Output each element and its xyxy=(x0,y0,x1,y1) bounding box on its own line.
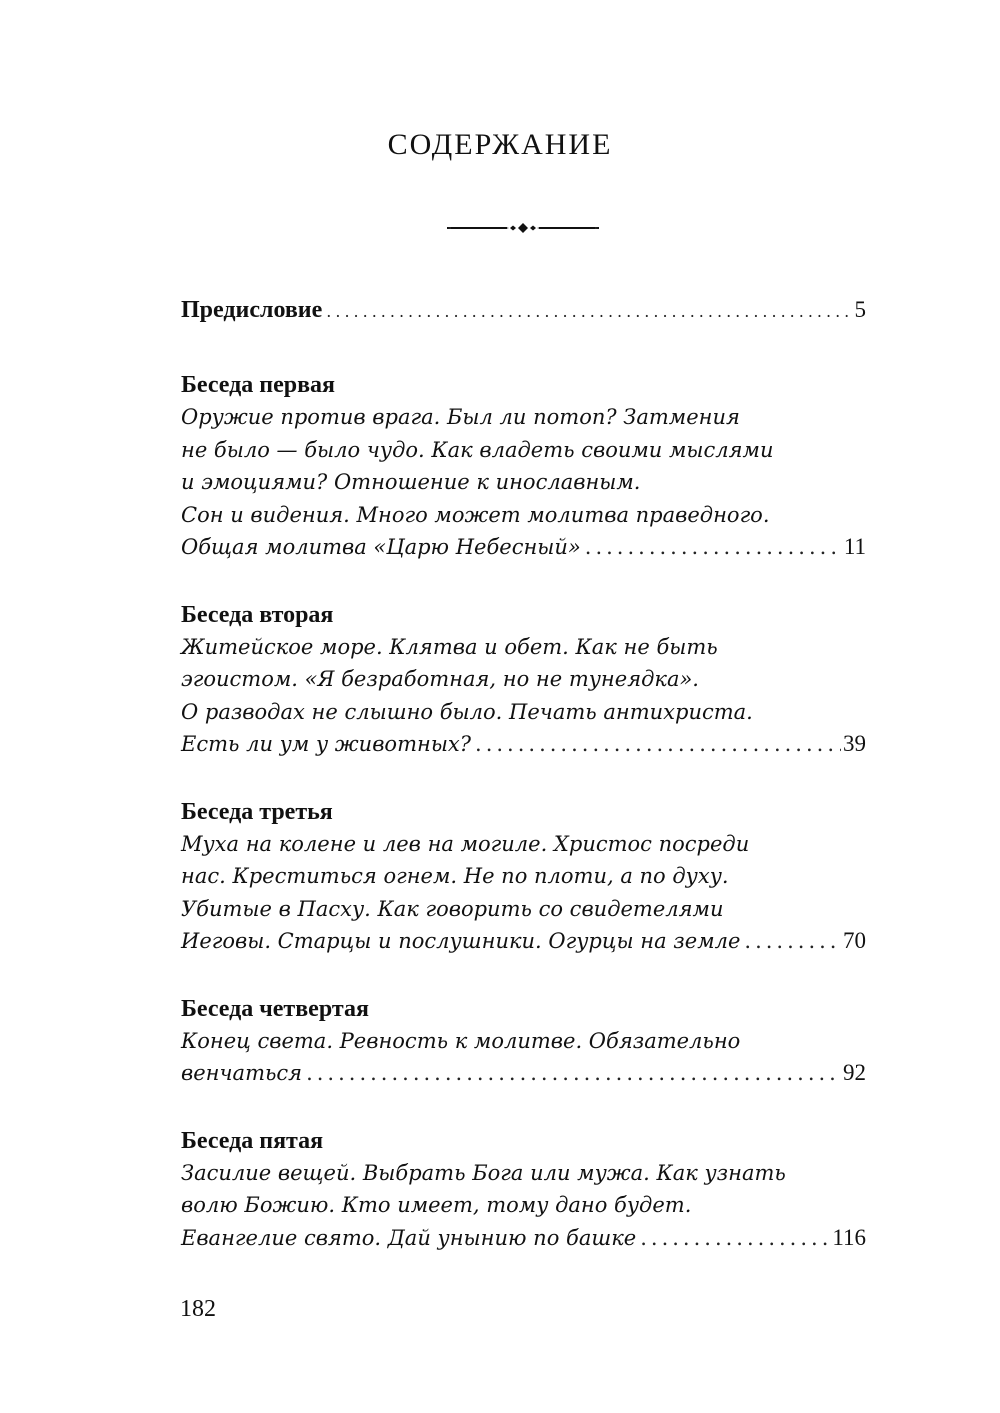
section-title: Беседа первая xyxy=(181,372,336,398)
toc-entry-section-3[interactable] xyxy=(181,796,866,958)
section-line: и эмоциями? Отношение к инославным. xyxy=(181,470,641,494)
toc-page-number: 5 xyxy=(854,297,866,322)
section-line: Житейское море. Клятва и обет. Как не быть xyxy=(181,634,718,659)
section-title: Беседа вторая xyxy=(181,601,334,628)
section-line: не было — было чудо. Как владеть своими мыслями xyxy=(181,437,774,462)
toc-entry-section-5[interactable] xyxy=(181,1125,866,1255)
section-title: Беседа пятая xyxy=(181,1127,324,1154)
section-line: Засилие вещей. Выбрать Бога или мужа. Как узнать xyxy=(181,1160,786,1185)
toc-page-number: 70 xyxy=(843,928,866,953)
section-line: Иеговы. Старцы и послушники. Огурцы на земле xyxy=(181,929,741,953)
section-line: Конец света. Ревность к молитве. Обязательно xyxy=(181,1028,741,1053)
toc-page-number: 92 xyxy=(843,1060,866,1085)
toc-row xyxy=(181,297,866,324)
section-line: венчаться xyxy=(181,1061,303,1085)
table-of-contents xyxy=(181,297,866,1289)
toc-page-number: 39 xyxy=(843,731,866,756)
section-line: О разводах не слышно было. Печать антихриста. xyxy=(181,699,753,724)
toc-entry-section-4[interactable] xyxy=(181,993,866,1090)
dot-leader xyxy=(585,531,842,564)
toc-page-number: 116 xyxy=(832,1224,866,1250)
section-line: Оружие против врага. Был ли потоп? Затмения xyxy=(181,405,740,429)
toc-row xyxy=(181,1222,866,1255)
toc-row xyxy=(181,1057,866,1090)
toc-entry-label: Предисловие xyxy=(181,297,323,323)
section-line: нас. Креститься огнем. Не по плоти, а по духу. xyxy=(181,864,729,888)
section-line: Муха на колене и лев на могиле. Христос посреди xyxy=(181,831,750,856)
section-line: эгоистом. «Я безработная, но не тунеядка». xyxy=(181,667,699,691)
ornament-divider-icon xyxy=(447,220,599,236)
toc-row xyxy=(181,531,866,564)
toc-entry-section-1[interactable] xyxy=(181,369,866,564)
section-line: Сон и видения. Много может молитва праведного. xyxy=(181,502,770,527)
toc-page-number: 11 xyxy=(843,534,866,559)
section-line: Общая молитва «Царю Небесный» xyxy=(181,535,581,559)
dot-leader xyxy=(744,925,841,958)
dot-leader xyxy=(640,1222,830,1255)
toc-row xyxy=(181,925,866,958)
section-line: волю Божию. Кто имеет, тому дано будет. xyxy=(181,1193,692,1217)
section-line: Есть ли ум у животных? xyxy=(181,732,472,756)
dot-leader xyxy=(326,302,852,321)
toc-row xyxy=(181,728,866,761)
section-title: Беседа третья xyxy=(181,798,333,825)
page-number: 182 xyxy=(180,1296,216,1322)
section-line: Евангелие свято. Дай унынию по башке xyxy=(181,1225,637,1250)
section-line: Убитые в Пасху. Как говорить со свидетелями xyxy=(181,896,724,921)
page-title: СОДЕРЖАНИЕ xyxy=(387,128,613,161)
toc-entry-preface[interactable] xyxy=(181,297,866,324)
toc-entry-section-2[interactable] xyxy=(181,599,866,761)
section-title: Беседа четвертая xyxy=(181,995,369,1022)
dot-leader xyxy=(475,728,841,761)
dot-leader xyxy=(306,1057,841,1090)
